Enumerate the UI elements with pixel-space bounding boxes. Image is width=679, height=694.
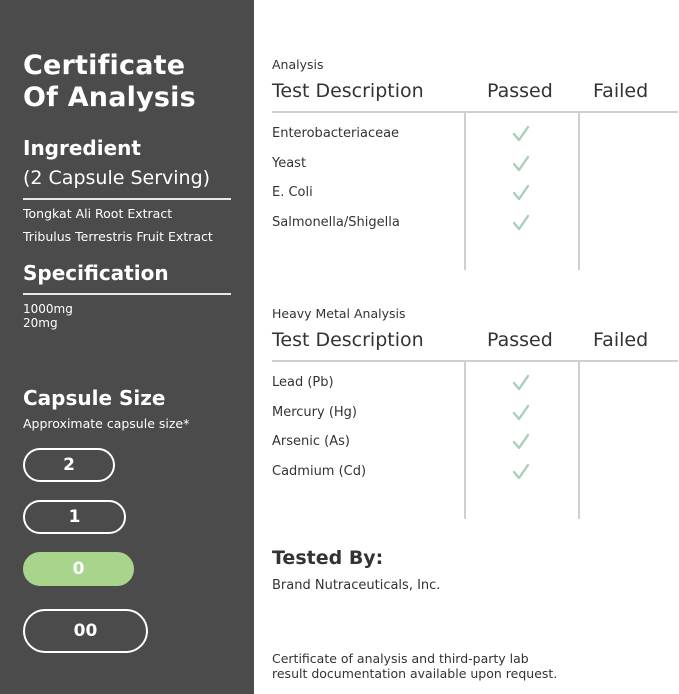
analysis-row-name: Yeast (272, 156, 307, 171)
heavy-metal-column-divider (578, 362, 580, 519)
ingredient-heading: Ingredient (23, 136, 141, 160)
capsule-size-2: 2 (23, 448, 115, 482)
capsule-size-note: Approximate capsule size* (23, 416, 190, 431)
capsule-size-heading: Capsule Size (23, 386, 166, 410)
ingredient-divider (23, 198, 231, 200)
capsule-size-1: 1 (23, 500, 126, 534)
capsule-size-0-selected: 0 (23, 552, 134, 586)
analysis-header-rule (272, 111, 678, 113)
certificate-title-line2: Of Analysis (23, 82, 196, 113)
specification-divider (23, 293, 231, 295)
right-panel (254, 0, 679, 694)
footnote-line: result documentation available upon request. (272, 666, 558, 681)
footnote-line: Certificate of analysis and third-party lab (272, 651, 529, 666)
ingredient-item: Tongkat Ali Root Extract (23, 206, 173, 221)
heavy-metal-header-rule (272, 360, 678, 362)
check-icon (511, 154, 531, 174)
analysis-caption: Analysis (272, 57, 324, 72)
specification-value: 20mg (23, 316, 58, 330)
heavy-metal-row-name: Cadmium (Cd) (272, 464, 367, 479)
ingredient-serving: (2 Capsule Serving) (23, 167, 211, 189)
heavy-metal-col-failed: Failed (593, 329, 649, 351)
analysis-row-name: Salmonella/Shigella (272, 215, 400, 230)
left-panel (0, 0, 254, 694)
check-icon (511, 403, 531, 423)
specification-heading: Specification (23, 261, 169, 285)
check-icon (511, 462, 531, 482)
check-icon (511, 213, 531, 233)
analysis-col-failed: Failed (593, 80, 649, 102)
analysis-column-divider (578, 113, 580, 270)
check-icon (511, 373, 531, 393)
analysis-column-divider (464, 113, 466, 270)
check-icon (511, 183, 531, 203)
heavy-metal-caption: Heavy Metal Analysis (272, 306, 406, 321)
specification-value: 1000mg (23, 302, 73, 316)
heavy-metal-col-description: Test Description (272, 329, 424, 351)
check-icon (511, 124, 531, 144)
tested-by-company: Brand Nutraceuticals, Inc. (272, 578, 441, 593)
heavy-metal-row-name: Lead (Pb) (272, 375, 334, 390)
check-icon (511, 432, 531, 452)
certificate-title-line1: Certificate (23, 50, 186, 81)
ingredient-item: Tribulus Terrestris Fruit Extract (23, 229, 213, 244)
analysis-col-passed: Passed (487, 80, 553, 102)
tested-by-heading: Tested By: (272, 547, 384, 569)
analysis-col-description: Test Description (272, 80, 424, 102)
heavy-metal-row-name: Mercury (Hg) (272, 405, 358, 420)
heavy-metal-row-name: Arsenic (As) (272, 434, 350, 449)
capsule-size-00: 00 (23, 609, 148, 653)
heavy-metal-col-passed: Passed (487, 329, 553, 351)
heavy-metal-column-divider (464, 362, 466, 519)
analysis-row-name: Enterobacteriaceae (272, 126, 400, 141)
analysis-row-name: E. Coli (272, 185, 313, 200)
